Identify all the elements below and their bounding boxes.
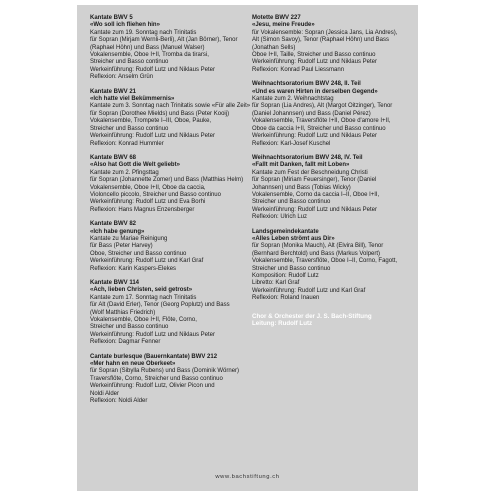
work-detail-line: Reflexion: Konrad Hummler xyxy=(90,140,164,147)
work-entry xyxy=(252,229,410,303)
work-detail-line: Streicher und Basso continuo xyxy=(90,324,169,331)
work-detail-line: Werkeinführung: Rudolf Lutz und Eva Borhi xyxy=(90,199,206,206)
work-title: Kantate BWV 21 xyxy=(90,88,137,95)
work-detail-line: Werkeinführung: Rudolf Lutz und Karl Graf xyxy=(252,287,366,294)
choir-director: Leitung: Rudolf Lutz xyxy=(252,320,313,328)
work-detail-line: für Sopran (Johannette Zomer) und Bass (Matthias Helm) xyxy=(90,177,244,184)
website-url: www.bachstiftung.ch xyxy=(215,474,280,480)
work-detail-line: Noldi Alder xyxy=(90,390,120,397)
work-detail-line: Reflexion: Noldi Alder xyxy=(90,398,148,405)
work-title: Kantate BWV 5 xyxy=(90,15,133,21)
right-column xyxy=(252,15,410,328)
work-entry xyxy=(90,15,248,82)
work-detail-line: für Alt (David Erler), Tenor (Georg Poplutz) und Bass xyxy=(90,302,230,309)
booklet-page xyxy=(77,5,418,491)
work-detail-line: für Sopran (Mirjam Wernli-Berli), Alt (Jan Börner), Tenor xyxy=(90,37,238,44)
work-detail-line: Traversflöte, Corno, Streicher und Basso continuo xyxy=(90,375,223,382)
choir-name: Chor & Orchester der J. S. Bach-Stiftung xyxy=(252,312,372,320)
work-title: Weihnachtsoratorium BWV 248, IV. Teil xyxy=(252,154,363,161)
work-entry xyxy=(90,221,248,273)
work-subtitle: «Jesu, meine Freude» xyxy=(252,22,315,29)
work-entry xyxy=(90,155,248,214)
work-detail-line: Reflexion: Hans Magnus Enzensberger xyxy=(90,206,195,213)
work-detail-line: Kantate zu Mariae Reinigung xyxy=(90,235,168,242)
work-detail-line: Kantate zum 19. Sonntag nach Trinitatis xyxy=(90,29,197,36)
work-detail-line: Werkeinführung: Rudolf Lutz und Niklaus Peter xyxy=(252,206,377,213)
work-title: Cantate burlesque (Bauernkantate) BWV 212 xyxy=(90,353,218,360)
work-subtitle: «Mer hahn en neue Oberkeet» xyxy=(90,361,176,368)
work-detail-line: (Jonathan Sells) xyxy=(252,44,296,51)
work-detail-line: (Daniel Johannsen) und Bass (Daniel Pérez) xyxy=(252,110,371,117)
work-detail-line: Streicher und Basso continuo xyxy=(252,199,331,206)
work-detail-line: Libretto: Karl Graf xyxy=(252,280,300,287)
work-detail-line: (Bernhard Berchtold) und Bass (Markus Volpert) xyxy=(252,250,381,257)
work-detail-line: Reflexion: Roland Inauen xyxy=(252,295,320,302)
work-detail-line: Kantate zum 3. Sonntag nach Trinitatis sowie «Für alle Zeit» xyxy=(90,103,251,110)
work-detail-line: (Raphael Höhn) und Bass (Manuel Walser) xyxy=(90,44,205,51)
work-entry xyxy=(90,280,248,347)
work-detail-line: für Vokalensemble: Sopran (Jessica Jans, Lia Andres), xyxy=(252,29,398,36)
work-detail-line: Kantate zum 2. Pfingsttag xyxy=(90,169,159,176)
work-detail-line: Alt (Simon Savoy), Tenor (Raphael Höhn) und Bass xyxy=(252,37,389,44)
work-title: Kantate BWV 114 xyxy=(90,280,140,286)
work-title: Landsgemeindekantate xyxy=(252,228,319,235)
work-subtitle: «Fallt mit Danken, fallt mit Loben» xyxy=(252,162,350,169)
work-detail-line: Werkeinführung: Rudolf Lutz und Niklaus Peter xyxy=(252,133,377,140)
work-detail-line: Reflexion: Dagmar Fenner xyxy=(90,339,161,346)
work-detail-line: Vokalensemble, Traversflöte I+II, Oboe d'amore I+II, xyxy=(252,118,391,125)
work-detail-line: Oboe da caccia I+II, Streicher und Basso continuo xyxy=(252,125,386,132)
work-entry xyxy=(252,155,410,222)
work-detail-line: für Sopran (Dorothee Mields) und Bass (Peter Kooij) xyxy=(90,110,230,117)
work-detail-line: Kantate zum 2. Weihnachtstag xyxy=(252,96,334,103)
work-detail-line: für Sopran (Monika Mauch), Alt (Elvira Bill), Tenor xyxy=(252,243,384,250)
left-column xyxy=(90,15,251,413)
work-detail-line: Werkeinführung: Rudolf Lutz und Niklaus Peter xyxy=(90,66,215,73)
work-title: Motette BWV 227 xyxy=(252,15,301,21)
work-detail-line: Vokalensemble, Oboe I+II, Tromba da tirarsi, xyxy=(90,52,209,59)
work-detail-line: Komposition: Rudolf Lutz xyxy=(252,273,319,279)
work-subtitle: «Ich hatte viel Bekümmernis» xyxy=(90,96,175,103)
work-detail-line: Kantate zum 17. Sonntag nach Trinitatis xyxy=(90,294,197,301)
work-detail-line: für Sopran (Sibylla Rubens) und Bass (Dominik Wörner) xyxy=(90,368,240,375)
work-detail-line: Vokalensemble, Trompete I–III, Oboe, Pauke, xyxy=(90,118,212,125)
work-detail-line: Werkeinführung: Rudolf Lutz und Karl Graf xyxy=(90,258,204,265)
work-entry xyxy=(252,81,410,148)
work-detail-line: Oboe, Streicher und Basso continuo xyxy=(90,250,187,257)
work-entry xyxy=(90,88,251,148)
work-detail-line: Streicher und Basso continuo xyxy=(90,59,169,66)
work-subtitle: «Ach, lieben Christen, seid getrost» xyxy=(90,287,193,294)
work-detail-line: Streicher und Basso continuo xyxy=(252,265,331,272)
work-subtitle: «Also hat Gott die Welt geliebt» xyxy=(90,162,180,169)
work-title: Weihnachtsoratorium BWV 248, II. Teil xyxy=(252,81,361,88)
work-detail-line: (Wolf Matthias Friedrich) xyxy=(90,309,156,316)
work-detail-line: Werkeinführung: Rudolf Lutz und Niklaus Peter xyxy=(90,133,215,140)
work-detail-line: Oboe I+II, Taille, Streicher und Basso continuo xyxy=(252,52,376,59)
work-title: Kantate BWV 68 xyxy=(90,154,137,161)
work-detail-line: Reflexion: Anselm Grün xyxy=(90,74,154,81)
work-detail-line: Vokalensemble, Corno da caccia I–II, Oboe I+II, xyxy=(252,191,380,198)
work-detail-line: Vokalensemble, Oboe I+II, Flöte, Corno, xyxy=(90,317,197,324)
choir-credit xyxy=(252,313,410,328)
work-subtitle: «Alles Leben strömt aus Dir» xyxy=(252,235,335,242)
work-detail-line: Reflexion: Konrad Paul Liessmann xyxy=(252,66,345,73)
work-detail-line: für Sopran (Lia Andres), Alt (Margot Oitzinger), Tenor xyxy=(252,103,393,110)
work-detail-line: Streicher und Basso continuo xyxy=(90,125,169,132)
work-detail-line: Violoncello piccolo, Streicher und Basso continuo xyxy=(90,191,221,198)
work-entry xyxy=(90,354,248,406)
work-entry xyxy=(252,15,410,74)
work-subtitle: «Wo soll ich fliehen hin» xyxy=(90,22,160,29)
work-detail-line: Kantate zum Fest der Beschneidung Christi xyxy=(252,169,368,176)
work-detail-line: Werkeinführung: Rudolf Lutz und Niklaus Peter xyxy=(90,331,215,338)
work-detail-line: Vokalensemble, Traversflöte, Oboe I–II, Corno, Fagott, xyxy=(252,258,398,265)
work-title: Kantate BWV 82 xyxy=(90,221,137,228)
work-subtitle: «Ich habe genung» xyxy=(90,228,145,235)
work-detail-line: Johannsen) und Bass (Tobias Wicky) xyxy=(252,184,351,191)
work-detail-line: Werkeinführung: Rudolf Lutz, Olivier Picon und xyxy=(90,383,215,390)
work-detail-line: Reflexion: Ulrich Luz xyxy=(252,214,308,221)
work-detail-line: Reflexion: Karl-Josef Kuschel xyxy=(252,140,331,147)
work-detail-line: für Bass (Peter Harvey) xyxy=(90,243,153,250)
work-subtitle: «Und es waren Hirten in derselben Gegend» xyxy=(252,88,378,95)
work-detail-line: Vokalensemble, Oboe I+II, Oboe da caccia, xyxy=(90,184,206,191)
work-detail-line: für Sopran (Miriam Feuersinger), Tenor (Daniel xyxy=(252,177,377,184)
work-detail-line: Reflexion: Karin Kaspers-Elekes xyxy=(90,265,177,272)
work-detail-line: Werkeinführung: Rudolf Lutz und Niklaus Peter xyxy=(252,59,377,66)
